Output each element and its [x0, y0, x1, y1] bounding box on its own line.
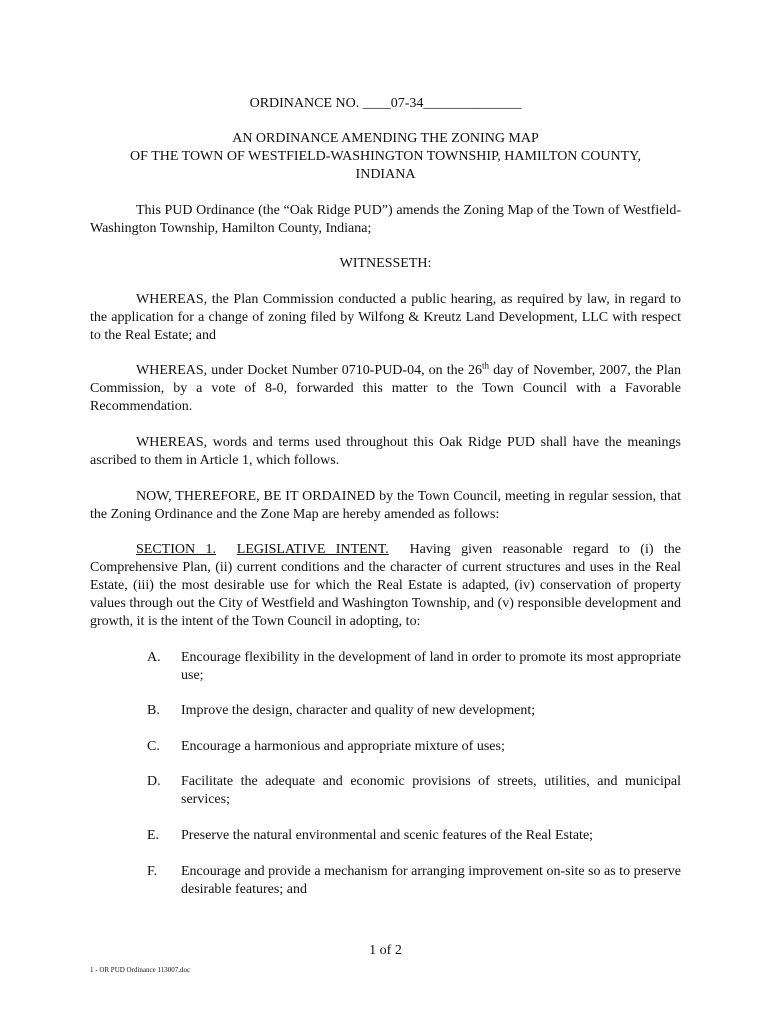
list-item-letter: B.: [147, 703, 160, 718]
whereas-2-superscript: th: [481, 360, 489, 371]
title-line-3: INDIANA: [355, 167, 416, 182]
section-1-body: Having given reasonable regard to (i) the Comprehensive Plan, (ii) current conditions and the character of current structures and uses in the Real Estate, (iii) the most desirable use for which the Real Estate is adapted, (iv) conservation of property values through out the City of Westfield and Washington Township, and (v) responsible development and growth, it is the intent of the Town Council in adopting, to:: [90, 542, 681, 629]
whereas-paragraph-1: WHEREAS, the Plan Commission conducted a public hearing, as required by law, in regard to the application for a change of zoning filed by Wilfong & Kreutz Land Development, LLC with respect to the Real Estate; and: [90, 292, 681, 343]
file-footer: 1 - OR PUD Ordinance 113007.doc: [90, 966, 191, 974]
list-item-letter: A.: [147, 650, 161, 665]
ordinance-number-line: [90, 95, 681, 113]
ordinance-label: ORDINANCE NO.: [249, 96, 360, 111]
ordinance-number-blank-suffix: ______________: [423, 96, 522, 111]
ordinance-number-blank-prefix: ____: [362, 96, 391, 111]
list-item-letter: C.: [147, 739, 160, 754]
witnesseth-heading: WITNESSETH:: [339, 256, 432, 271]
list-item-letter: F.: [147, 864, 158, 879]
whereas-paragraph-2: [90, 362, 681, 416]
now-therefore-paragraph: NOW, THEREFORE, BE IT ORDAINED by the Town Council, meeting in regular session, that the Zoning Ordinance and the Zone Map are hereby amended as follows:: [90, 489, 681, 522]
ordinance-title: [90, 130, 681, 184]
intro-paragraph: This PUD Ordinance (the “Oak Ridge PUD”) amends the Zoning Map of the Town of Westfield-Washington Township, Hamilton County, Indiana;: [90, 203, 681, 236]
page-number: 1 of 2: [369, 943, 402, 958]
list-item-text: Encourage and provide a mechanism for arranging improvement on-site so as to preserve desirable features; and: [181, 864, 681, 897]
list-item-letter: E.: [147, 828, 160, 843]
list-item-text: Preserve the natural environmental and scenic features of the Real Estate;: [181, 828, 594, 843]
whereas-2-before: WHEREAS, under Docket Number 0710-PUD-04, on the 26: [136, 363, 482, 378]
section-1-subheading: LEGISLATIVE INTENT.: [236, 542, 389, 557]
whereas-paragraph-3: WHEREAS, words and terms used throughout this Oak Ridge PUD shall have the meanings ascribed to them in Article 1, which follows.: [90, 435, 681, 468]
list-item-text: Encourage flexibility in the development of land in order to promote its most appropriate use;: [181, 650, 681, 683]
list-item-text: Facilitate the adequate and economic provisions of streets, utilities, and municipal services;: [181, 774, 681, 807]
ordinance-number: 07-34: [390, 96, 424, 111]
list-item-letter: D.: [147, 774, 161, 789]
section-1-paragraph: [90, 541, 681, 631]
whereas-2-after: day of November, 2007, the Plan Commission, by a vote of 8-0, forwarded this matter to the Town Council with a Favorable Recommendation.: [90, 363, 681, 414]
title-line-2: OF THE TOWN OF WESTFIELD-WASHINGTON TOWNSHIP, HAMILTON COUNTY,: [130, 149, 641, 164]
title-line-1: AN ORDINANCE AMENDING THE ZONING MAP: [232, 131, 539, 146]
list-item-text: Encourage a harmonious and appropriate mixture of uses;: [181, 739, 505, 754]
section-1-heading: SECTION 1.: [136, 542, 216, 557]
list-item-text: Improve the design, character and quality of new development;: [181, 703, 536, 718]
